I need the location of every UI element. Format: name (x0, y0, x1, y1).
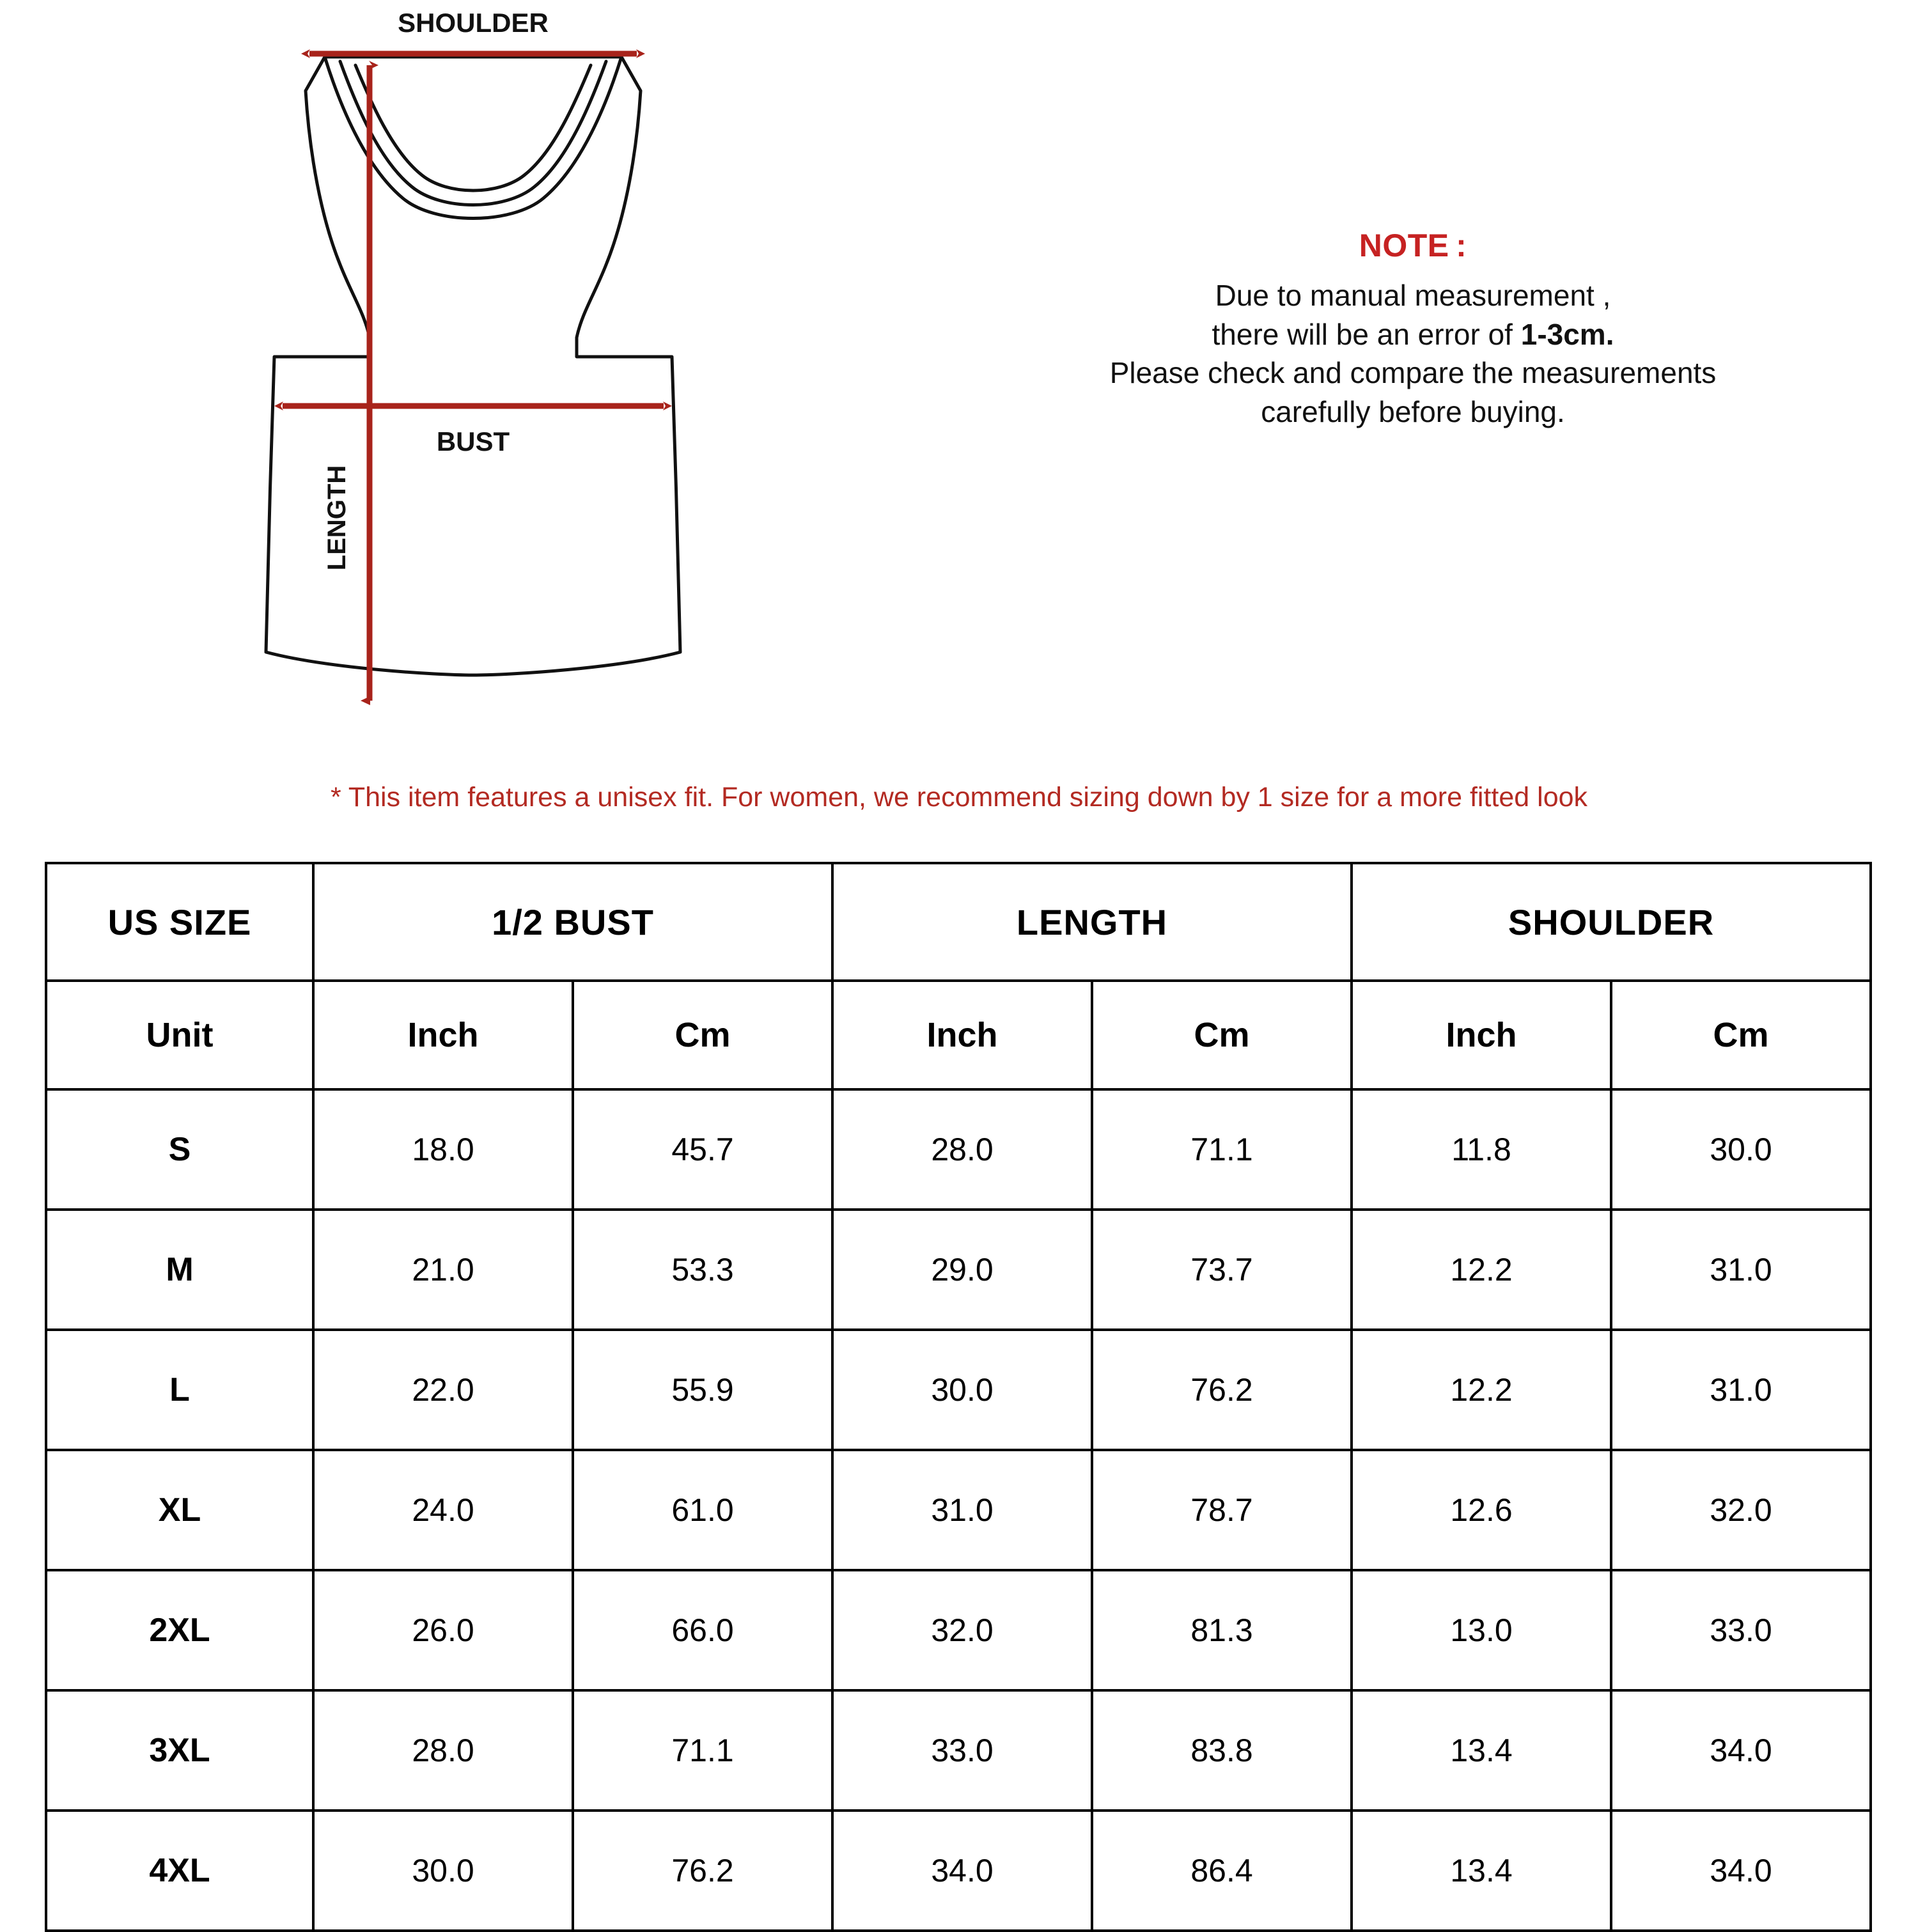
cell-size: S (46, 1089, 313, 1210)
cell-length-inch: 34.0 (832, 1811, 1092, 1931)
table-row (46, 1450, 1871, 1570)
size-chart-table-wrapper (45, 862, 1867, 1932)
cell-bust-cm: 45.7 (573, 1089, 832, 1210)
cell-length-cm: 86.4 (1092, 1811, 1352, 1931)
cell-shoulder-cm: 31.0 (1611, 1210, 1871, 1330)
cell-bust-inch: 30.0 (313, 1811, 573, 1931)
cell-length-inch: 32.0 (832, 1570, 1092, 1690)
cell-shoulder-inch: 12.6 (1352, 1450, 1611, 1570)
cell-size: M (46, 1210, 313, 1330)
note-line-4: carefully before buying. (1261, 395, 1565, 429)
note-error-range: 1-3cm. (1520, 317, 1614, 351)
size-chart-table (45, 862, 1872, 1932)
cell-length-cm: 73.7 (1092, 1210, 1352, 1330)
cell-size: XL (46, 1450, 313, 1570)
bust-label: BUST (436, 426, 510, 456)
cell-bust-cm: 76.2 (573, 1811, 832, 1931)
cell-length-inch: 31.0 (832, 1450, 1092, 1570)
cell-length-inch: 28.0 (832, 1089, 1092, 1210)
cell-shoulder-cm: 30.0 (1611, 1089, 1871, 1210)
cell-length-inch: 29.0 (832, 1210, 1092, 1330)
cell-shoulder-inch: 11.8 (1352, 1089, 1611, 1210)
unit-length-cm: Cm (1092, 981, 1352, 1089)
cell-shoulder-inch: 13.4 (1352, 1811, 1611, 1931)
cell-length-cm: 78.7 (1092, 1450, 1352, 1570)
header-shoulder: SHOULDER (1352, 863, 1871, 981)
unit-label: Unit (46, 981, 313, 1089)
unit-shoulder-cm: Cm (1611, 981, 1871, 1089)
cell-shoulder-inch: 12.2 (1352, 1330, 1611, 1450)
table-unit-header-row (46, 981, 1871, 1089)
neckline-band-path-2 (355, 65, 591, 191)
table-row (46, 1089, 1871, 1210)
table-row (46, 1330, 1871, 1450)
cell-shoulder-cm: 31.0 (1611, 1330, 1871, 1450)
unisex-fit-note: * This item features a unisex fit. For women, we recommend sizing down by 1 size for a more fitted look (330, 782, 1588, 813)
cell-bust-inch: 18.0 (313, 1089, 573, 1210)
cell-bust-inch: 22.0 (313, 1330, 573, 1450)
note-line-3: Please check and compare the measurements (1109, 356, 1717, 390)
cell-length-cm: 81.3 (1092, 1570, 1352, 1690)
tank-top-measurement-diagram (243, 6, 703, 761)
diagram-and-note-area (0, 0, 1918, 754)
cell-shoulder-cm: 34.0 (1611, 1690, 1871, 1811)
note-line-2-prefix: there will be an error of (1212, 317, 1521, 351)
cell-size: 2XL (46, 1570, 313, 1690)
table-group-header-row (46, 863, 1871, 981)
table-row (46, 1570, 1871, 1690)
unit-bust-cm: Cm (573, 981, 832, 1089)
neckline-band-path-1 (340, 61, 606, 205)
table-row (46, 1690, 1871, 1811)
header-us-size: US SIZE (46, 863, 313, 981)
cell-bust-cm: 53.3 (573, 1210, 832, 1330)
cell-shoulder-inch: 12.2 (1352, 1210, 1611, 1330)
cell-shoulder-cm: 33.0 (1611, 1570, 1871, 1690)
garment-body-path (266, 57, 680, 675)
cell-bust-cm: 55.9 (573, 1330, 832, 1450)
table-row (46, 1210, 1871, 1330)
cell-bust-inch: 28.0 (313, 1690, 573, 1811)
shoulder-label: SHOULDER (398, 8, 549, 38)
table-row (46, 1811, 1871, 1931)
cell-bust-cm: 61.0 (573, 1450, 832, 1570)
cell-shoulder-inch: 13.0 (1352, 1570, 1611, 1690)
cell-bust-inch: 26.0 (313, 1570, 573, 1690)
note-block (997, 227, 1828, 432)
cell-bust-cm: 66.0 (573, 1570, 832, 1690)
cell-shoulder-cm: 32.0 (1611, 1450, 1871, 1570)
cell-size: L (46, 1330, 313, 1450)
cell-size: 4XL (46, 1811, 313, 1931)
note-line-1: Due to manual measurement , (1215, 279, 1611, 312)
cell-length-inch: 33.0 (832, 1690, 1092, 1811)
cell-bust-inch: 21.0 (313, 1210, 573, 1330)
cell-shoulder-inch: 13.4 (1352, 1690, 1611, 1811)
header-half-bust: 1/2 BUST (313, 863, 832, 981)
header-length: LENGTH (832, 863, 1352, 981)
cell-length-inch: 30.0 (832, 1330, 1092, 1450)
cell-length-cm: 71.1 (1092, 1089, 1352, 1210)
note-heading: NOTE : (1359, 228, 1467, 263)
cell-length-cm: 76.2 (1092, 1330, 1352, 1450)
unit-shoulder-inch: Inch (1352, 981, 1611, 1089)
garment-outline-group (266, 57, 680, 675)
length-label: LENGTH (323, 465, 351, 571)
unit-length-inch: Inch (832, 981, 1092, 1089)
cell-length-cm: 83.8 (1092, 1690, 1352, 1811)
cell-size: 3XL (46, 1690, 313, 1811)
cell-bust-cm: 71.1 (573, 1690, 832, 1811)
unit-bust-inch: Inch (313, 981, 573, 1089)
cell-shoulder-cm: 34.0 (1611, 1811, 1871, 1931)
note-line-2 (997, 315, 1828, 354)
cell-bust-inch: 24.0 (313, 1450, 573, 1570)
